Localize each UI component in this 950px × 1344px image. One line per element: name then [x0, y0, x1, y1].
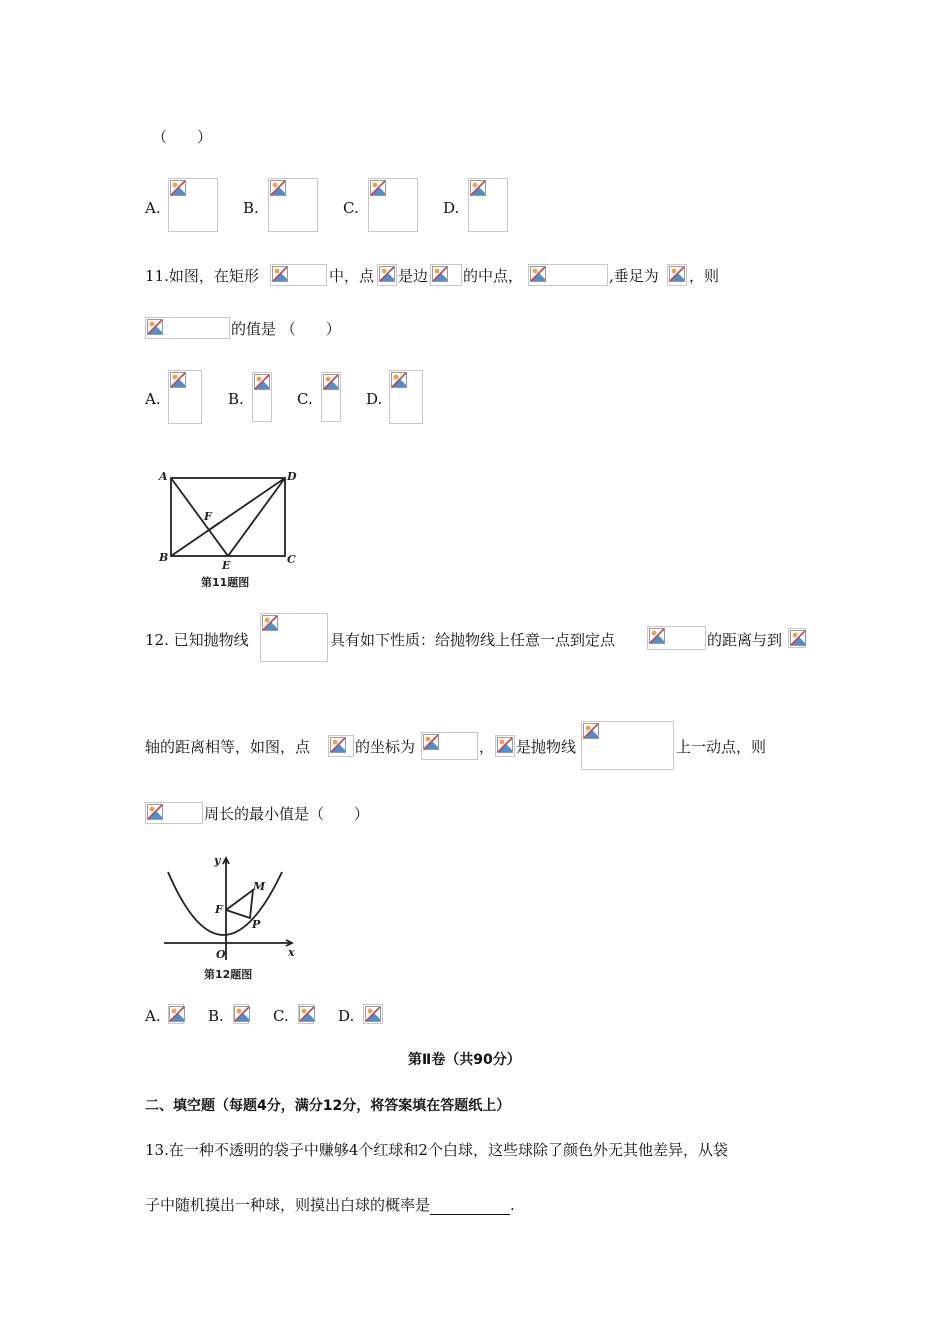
broken-image-icon: [270, 180, 286, 196]
q12-option-b-image: [233, 1004, 249, 1024]
broken-image-icon: [365, 1006, 381, 1022]
broken-image-icon: [790, 630, 806, 646]
q12-inline-image-2: [647, 626, 706, 650]
broken-image-icon: [391, 372, 407, 388]
q13-text-2: 子中随机摸出一种球，则摸出白球的概率是: [145, 1196, 431, 1214]
q13-answer-blank[interactable]: [430, 1198, 510, 1215]
label-o: O: [216, 948, 226, 961]
broken-image-icon: [649, 628, 665, 644]
broken-image-icon: [470, 180, 486, 196]
label-b: B: [159, 551, 169, 564]
q11-option-a-image: [168, 370, 202, 424]
broken-image-icon: [583, 723, 599, 739]
q12-text-7: 是抛物线: [516, 738, 577, 756]
q11-text-1: 11.如图，在矩形: [145, 267, 259, 285]
q11-text-7: 的值是 （ ）: [231, 320, 341, 338]
q11-option-d-label: D.: [366, 390, 383, 408]
q12-option-a-label: A.: [145, 1007, 161, 1025]
broken-image-icon: [370, 180, 386, 196]
label-m: M: [253, 880, 266, 893]
q12-inline-image-7: [581, 721, 674, 770]
label-x: x: [288, 946, 295, 959]
q11-text-5: ,垂足为: [609, 267, 659, 285]
broken-image-icon: [423, 734, 439, 750]
q12-option-c-image: [298, 1004, 314, 1024]
q12-inline-image-3: [788, 628, 806, 648]
label-d: D: [287, 470, 297, 483]
q11-option-c-label: C.: [297, 390, 313, 408]
broken-image-icon: [497, 737, 513, 753]
q11-inline-image-3: [430, 264, 462, 286]
q11-figure-caption: 第11题图: [201, 576, 250, 589]
q12-text-3: 的距离与到: [707, 631, 783, 649]
q12-text-8: 上一动点，则: [676, 738, 767, 756]
broken-image-icon: [323, 374, 339, 390]
q11-inline-image-6: [145, 317, 230, 339]
q10-option-d-image: [468, 178, 508, 232]
broken-image-icon: [234, 1006, 250, 1022]
label-c: C: [287, 553, 296, 566]
broken-image-icon: [254, 374, 270, 390]
q10-option-c-label: C.: [343, 199, 359, 217]
label-f: F: [204, 510, 212, 523]
broken-image-icon: [147, 804, 163, 820]
broken-image-icon: [147, 319, 163, 335]
broken-image-icon: [330, 737, 346, 753]
segment-bd: [171, 478, 285, 556]
q12-option-c-label: C.: [273, 1007, 289, 1025]
label-e: E: [222, 559, 231, 572]
q11-option-b-label: B.: [228, 390, 244, 408]
q12-option-d-label: D.: [338, 1007, 355, 1025]
q11-inline-image-2: [377, 264, 397, 286]
q11-figure-rectangle: [155, 466, 300, 591]
q11-text-6: ，则: [689, 267, 720, 285]
broken-image-icon: [170, 372, 186, 388]
q11-inline-image-1: [270, 264, 327, 286]
segment-ae: [171, 478, 228, 556]
q12-figure-parabola: [160, 850, 300, 985]
q11-option-b-image: [252, 372, 272, 422]
q11-text-4: 的中点，: [463, 267, 524, 285]
label-f: F: [215, 903, 223, 916]
label-p: P: [252, 918, 261, 931]
q12-inline-image-8: [145, 802, 203, 824]
q12-inline-image-1: [260, 613, 328, 662]
q11-option-c-image: [321, 372, 341, 422]
q10-option-a-image: [168, 178, 218, 232]
broken-image-icon: [169, 1006, 185, 1022]
q11-text-2: 中，点: [329, 267, 375, 285]
q10-option-a-label: A.: [145, 199, 161, 217]
q12-option-a-image: [168, 1004, 184, 1024]
q10-paren: （ ）: [152, 128, 213, 146]
broken-image-icon: [432, 266, 448, 282]
label-a: A: [159, 470, 168, 483]
q10-option-b-label: B.: [243, 199, 259, 217]
broken-image-icon: [299, 1006, 315, 1022]
q10-option-b-image: [268, 178, 318, 232]
label-y: y: [214, 854, 221, 867]
q13-text-3: .: [510, 1196, 515, 1214]
part2-title: 第Ⅱ卷（共90分）: [408, 1052, 521, 1068]
q12-text-4: 轴的距离相等，如图，点: [145, 738, 311, 756]
q12-inline-image-5: [421, 732, 478, 760]
q11-text-3: 是边: [398, 267, 429, 285]
q12-option-b-label: B.: [208, 1007, 224, 1025]
q12-text-6: ，: [479, 738, 495, 756]
q11-inline-image-5: [667, 264, 687, 286]
broken-image-icon: [262, 615, 278, 631]
q11-inline-image-4: [528, 264, 608, 286]
q12-inline-image-6: [495, 735, 515, 757]
broken-image-icon: [272, 266, 288, 282]
q11-option-d-image: [389, 370, 423, 424]
broken-image-icon: [379, 266, 395, 282]
q13-text-1: 13.在一种不透明的袋子中赚够4个红球和2个白球，这些球除了颜色外无其他差异，从袋: [145, 1141, 728, 1159]
q13-line-2: [145, 1195, 515, 1215]
q12-option-d-image: [363, 1004, 383, 1024]
triangle-fmp: [226, 890, 253, 918]
q12-inline-image-4: [328, 735, 354, 757]
q12-figure-caption: 第12题图: [204, 968, 253, 981]
broken-image-icon: [530, 266, 546, 282]
broken-image-icon: [170, 180, 186, 196]
q10-option-c-image: [368, 178, 418, 232]
q12-text-2: 具有如下性质：给抛物线上任意一点到定点: [330, 631, 616, 649]
q10-option-d-label: D.: [443, 199, 460, 217]
q12-text-9: 周长的最小值是（ ）: [204, 805, 370, 823]
q12-text-1: 12. 已知抛物线: [145, 631, 249, 649]
segment-ed: [228, 478, 285, 556]
q11-option-a-label: A.: [145, 390, 161, 408]
q12-text-5: 的坐标为: [355, 738, 416, 756]
segment-perpendicular: [209, 523, 219, 530]
section-fill-blank-heading: 二、填空题（每题4分，满分12分，将答案填在答题纸上）: [145, 1098, 511, 1114]
broken-image-icon: [669, 266, 685, 282]
